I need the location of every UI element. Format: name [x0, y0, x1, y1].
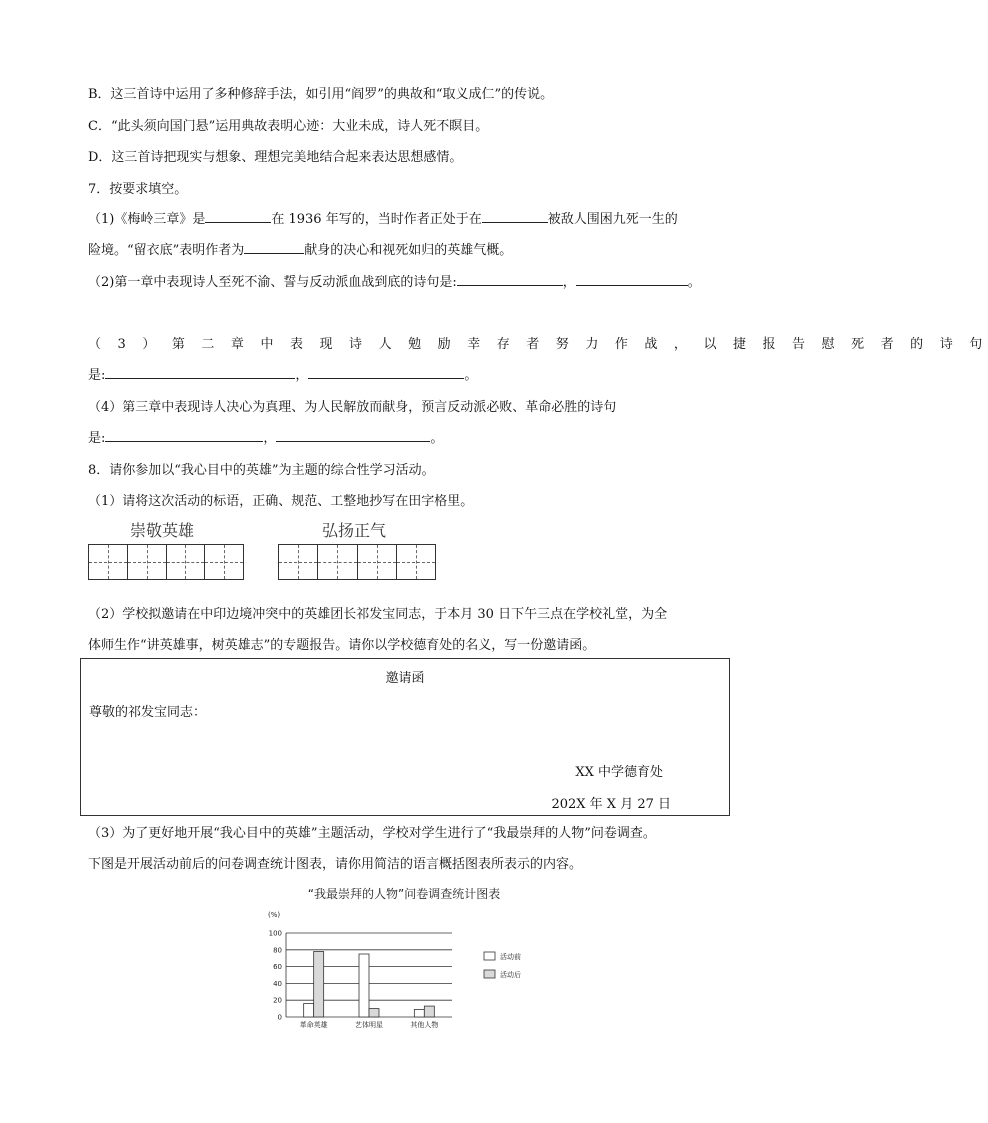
q8-part1: （1）请将这次活动的标语，正确、规范、工整地抄写在田字格里。	[88, 494, 474, 509]
q8-title: 8．请你参加以“我心目中的英雄”为主题的综合性学习活动。	[88, 463, 435, 478]
legend-label: 活动后	[500, 971, 521, 979]
q7-p1a: （1)《梅岭三章》是	[88, 212, 206, 227]
slogan-2: 弘扬正气	[322, 521, 387, 540]
q8-part2-line2: 体师生作“讲英雄事，树英雄志”的专题报告。请你以学校德育处的名义，写一份邀请函。	[88, 638, 596, 653]
bar-活动前	[304, 1004, 314, 1017]
q7-p1e: 献身的决心和视死如归的英雄气概。	[304, 243, 513, 258]
q8-part3-line1: （3）为了更好地开展“我心目中的英雄”主题活动，学校对学生进行了“我最崇拜的人物”问卷调查。	[88, 826, 656, 841]
slogan-1: 崇敬英雄	[130, 521, 195, 540]
q7-p3b: 是:	[88, 368, 106, 383]
q7-part2	[88, 271, 701, 290]
blank-p4-a[interactable]	[105, 429, 263, 442]
tian-grid-2[interactable]	[278, 544, 436, 580]
q7-part4-line1: （4）第三章中表现诗人决心为真理、为人民解放而献身，预言反动派必败、革命必胜的诗句	[88, 400, 617, 415]
q7-part4-line2	[88, 427, 443, 446]
period: 。	[430, 431, 444, 446]
x-tick-label: 其他人物	[410, 1021, 439, 1029]
x-tick-label: 革命英雄	[299, 1021, 328, 1029]
q7-part1-line2	[88, 239, 512, 258]
legend-label: 活动前	[500, 953, 521, 961]
invitation-letter-box[interactable]	[80, 658, 730, 816]
blank-p2-b[interactable]	[576, 273, 688, 286]
bar-活动后	[369, 1009, 379, 1017]
q7-p1c: 被敌人围困九死一生的	[547, 212, 678, 227]
comma: ，	[263, 431, 277, 446]
bar-活动前	[414, 1009, 424, 1017]
blank-cause[interactable]	[244, 241, 304, 254]
y-tick-label: 100	[268, 929, 282, 938]
letter-sender: XX 中学德育处	[575, 765, 663, 780]
option-c: C．“此头须向国门悬”运用典故表明心迹：大业未成，诗人死不瞑目。	[88, 119, 489, 134]
blank-p3-a[interactable]	[105, 366, 295, 379]
option-b: B．这三首诗中运用了多种修辞手法，如引用“阎罗”的典故和“取义成仁”的传说。	[88, 87, 554, 102]
legend-swatch	[484, 970, 495, 978]
q8-part3-line2: 下图是开展活动前后的问卷调查统计图表，请你用简洁的语言概括图表所表示的内容。	[88, 857, 583, 872]
y-tick-label: 40	[273, 979, 282, 988]
blank-author[interactable]	[205, 210, 271, 223]
legend-swatch	[484, 952, 495, 960]
q7-p1b: 在 1936 年写的，当时作者正处于在	[271, 212, 482, 227]
q7-p4b: 是:	[88, 431, 106, 446]
letter-date: 202X 年 X 月 27 日	[551, 797, 671, 812]
bar-活动前	[359, 954, 369, 1017]
q7-part1-line1	[88, 208, 678, 227]
y-tick-label: 0	[277, 1013, 282, 1022]
bar-活动后	[314, 951, 324, 1017]
y-tick-label: 60	[273, 963, 282, 972]
letter-title: 邀请函	[385, 671, 425, 686]
blank-place[interactable]	[482, 210, 548, 223]
blank-p4-b[interactable]	[276, 429, 430, 442]
letter-greeting: 尊敬的祁发宝同志：	[89, 705, 207, 720]
comma: ，	[562, 275, 576, 290]
q7-p1d: 险境。“留衣底”表明作者为	[88, 243, 245, 258]
survey-bar-chart	[0, 880, 794, 1040]
bar-活动后	[424, 1006, 434, 1017]
blank-p2-a[interactable]	[457, 273, 563, 286]
x-tick-label: 艺体明星	[355, 1021, 383, 1029]
q8-part2-line1: （2）学校拟邀请在中印边境冲突中的英雄团长祁发宝同志，于本月 30 日下午三点在学校礼堂，为全	[88, 607, 668, 622]
blank-p3-b[interactable]	[308, 366, 464, 379]
comma: ，	[295, 368, 309, 383]
period: 。	[687, 275, 701, 290]
q7-part3-line2	[88, 364, 477, 383]
q7-part3-line1: （ 3 ） 第 二 章 中 表 现 诗 人 勉 励 幸 存 者 努 力 作 战 ， 以 捷 报 告 慰 死 者 的 诗 句	[88, 337, 988, 352]
y-axis-unit: (%)	[268, 911, 281, 919]
tian-grid-1[interactable]	[88, 544, 244, 580]
option-d: D．这三首诗把现实与想象、理想完美地结合起来表达思想感情。	[88, 150, 463, 165]
period: 。	[464, 368, 478, 383]
y-tick-label: 80	[273, 946, 282, 955]
y-tick-label: 20	[273, 996, 282, 1005]
chart-title: “我最崇拜的人物”问卷调查统计图表	[307, 887, 501, 901]
q7-title: 7．按要求填空。	[88, 182, 188, 197]
q7-p2-text: （2)第一章中表现诗人至死不渝、誓与反动派血战到底的诗句是:	[88, 275, 457, 290]
